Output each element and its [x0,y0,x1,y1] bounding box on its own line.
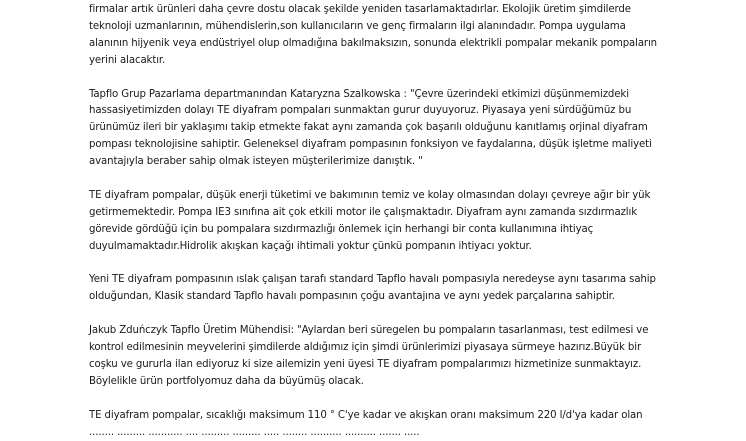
paragraph-gap [89,256,657,273]
paragraph-6 [89,408,657,441]
text-line: kontrol edilmesinin meyvelerini şimdilerde aldığımız için şimdi ürünlerimizi piyasaya sürmeye hazırız.Büyük bir [89,342,642,354]
text-line: hassasiyetimizden dolayı TE diyafram pompaları sunmaktan gurur duyuyoruz. Piyasaya yeni sürdüğümüz bu [89,105,632,117]
text-line: avantajıyla beraber sahip olmak isteyen müşterilerimize danıştık. " [89,156,423,168]
document-body [89,2,657,441]
text-line: getirmemektedir. Pompa IE3 sınıfına ait çok etkili motor ile çalışmaktadır. Diyafram aynı zamanda sızdırmazlık [89,206,638,218]
text-line: TE diyafram pompalar, sıcaklığı maksimum 110 ° C'ye kadar ve akışkan oranı maksimum 220 l/d'ya kadar olan [89,409,643,421]
text-line: pompası teknolojisine sahiptir. Geleneksel diyafram pompasının fonksiyon ve faydalarına, düşük işletme maliyeti [89,139,652,151]
text-line: Tapflo Grup Pazarlama departmanından Kataryzna Szalkowska : "Çevre üzerindeki etkimizi düşünmemizdeki [89,88,629,100]
text-line: teknoloji uzmanlarının, mühendislerin,son kullanıcıların ve genç firmaların ilgi alanındadır. Pompa uygulama [89,20,626,32]
text-line: firmalar artık ürünleri daha çevre dostu olacak şekilde yeniden tasarlamaktadırlar. Ekolojik üretim şimdilerde [89,4,631,15]
paragraph-3 [89,188,657,256]
text-line: Jakub Zduńczyk Tapflo Üretim Mühendisi: "Aylardan beri süregelen bu pompaların tasarlanması, test edilmesi ve [89,325,649,337]
text-line: coşku ve gururla ilan ediyoruz ki size ailemizin yeni üyesi TE diyafram pompalarımızı hizmetinize sunmaktayız. [89,358,642,370]
text-line: duyulmamaktadır.Hidrolik akışkan kaçağı ihtimali yoktur çünkü pompanın ihtiyacı yoktur. [89,240,532,252]
text-line: yerini alacaktır. [89,54,166,66]
paragraph-gap [89,171,657,188]
text-line: Yeni TE diyafram pompasının ıslak çalışan tarafı standard Tapflo havalı pompasıyla neredeyse aynı tasarıma sahip [89,274,656,286]
text-line: Böylelikle ürün portfolyomuz daha da büyümüş olacak. [89,375,364,387]
text-line: alanının hijyenik veya endüstriyel olup olmadığına bakılmaksızın, sonunda elektrikli pompalar mekanik pompaların [89,37,657,49]
text-line: görevide gördüğü için bu pompalara sızdırmazlığı önlemek için herhangi bir conta kullanımına ihtiyaç [89,223,594,235]
paragraph-1 [89,2,657,70]
text-line: TE diyafram pompalar, düşük enerji tüketimi ve bakımının temiz ve kolay olmasından dolayı çevreye ağır bir yük [89,189,651,201]
text-line: ........ ......... ........... .... ......... ......... ..... ........ .......... .......... ....... ..... [89,426,420,438]
paragraph-gap [89,391,657,408]
paragraph-2 [89,87,657,172]
paragraph-gap [89,306,657,323]
paragraph-5 [89,323,657,391]
paragraph-4 [89,272,657,306]
text-line: ürünümüz ileri bir yaklaşımı takip etmekte fakat aynı zamanda çok başarılı olduğunu kanıtlamış orjinal diyafram [89,122,648,134]
text-line: olduğundan, Klasik standard Tapflo havalı pompasının çoğu avantajına ve aynı yedek parçalarına sahiptir. [89,291,615,303]
paragraph-gap [89,70,657,87]
